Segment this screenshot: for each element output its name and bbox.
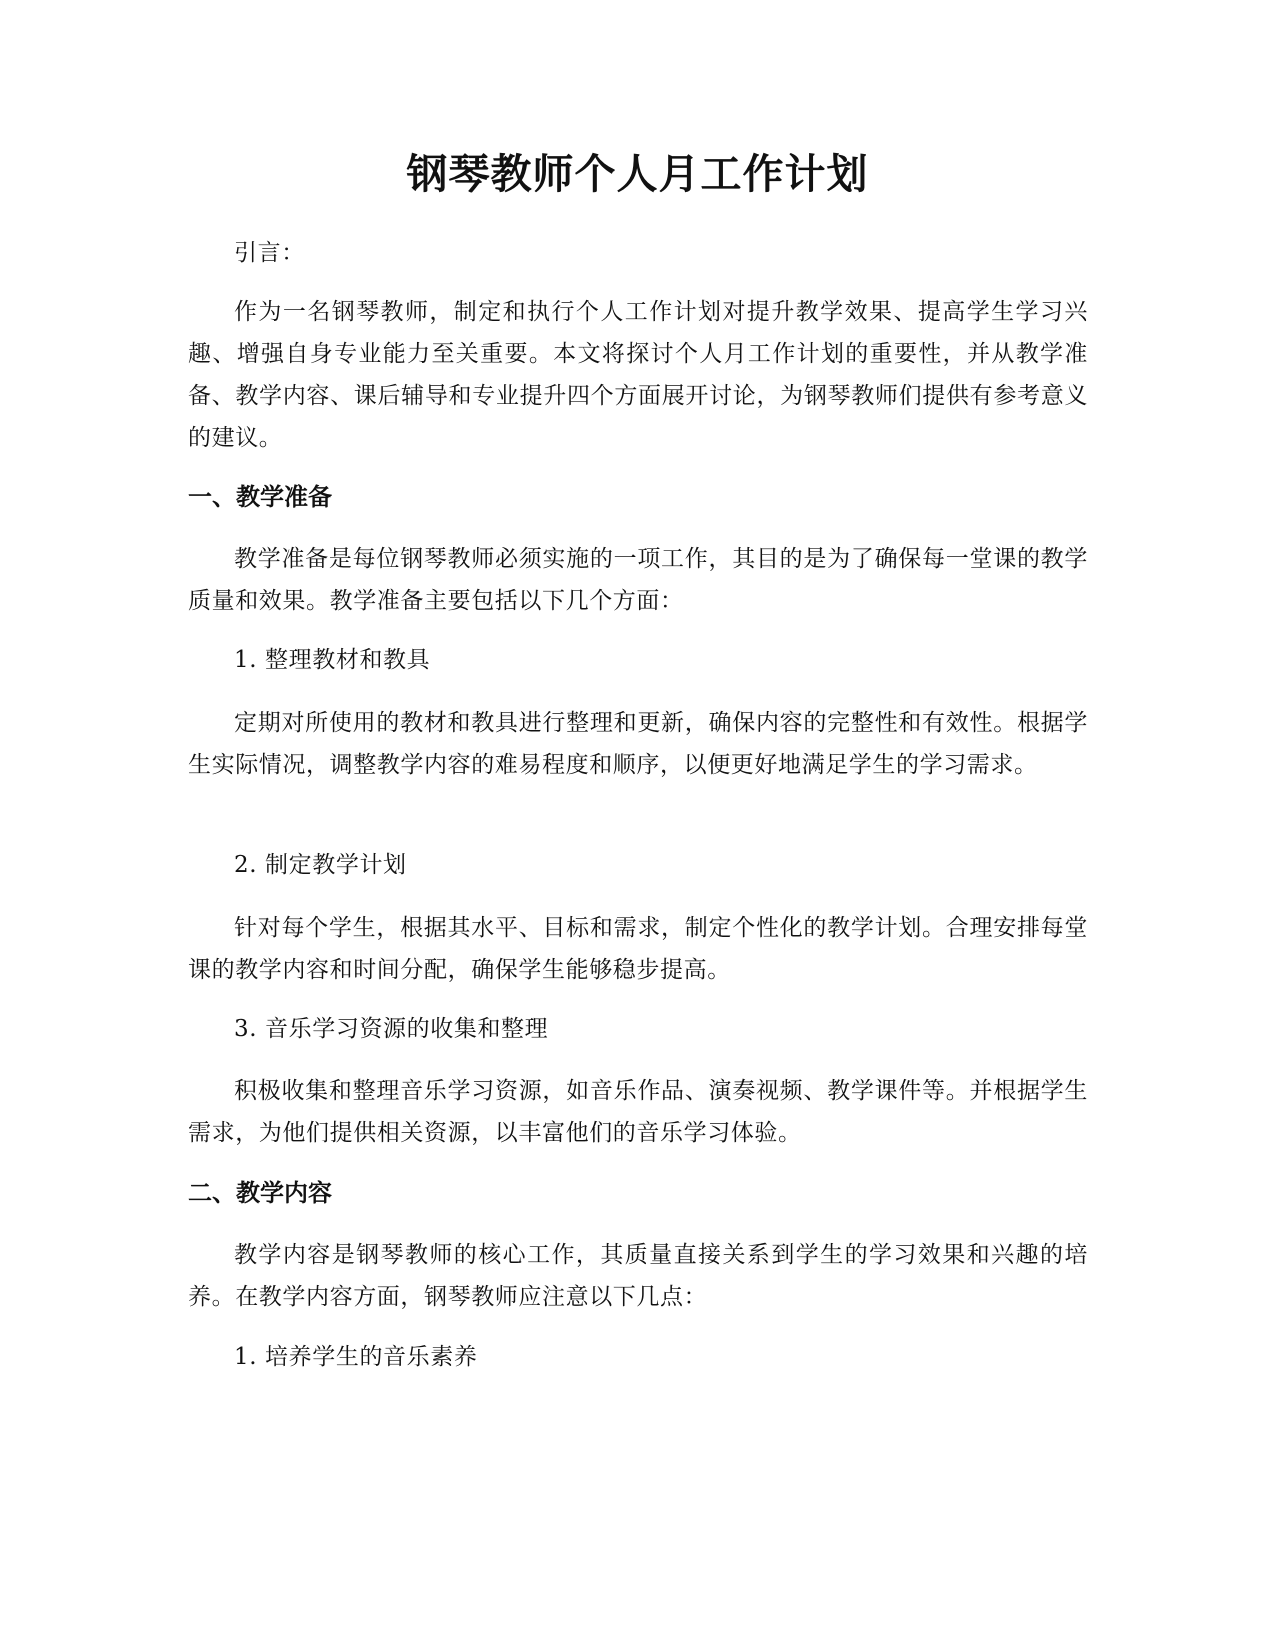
section-heading-teaching-content: 二、教学内容 [188,1179,332,1207]
section-2-paragraph: 教学内容是钢琴教师的核心工作，其质量直接关系到学生的学习效果和兴趣的培养。在教学内容方面，钢琴教师应注意以下几点： [188,1242,1088,1310]
section-1-item-3-text: 积极收集和整理音乐学习资源，如音乐作品、演奏视频、教学课件等。并根据学生需求，为他们提供相关资源，以丰富他们的音乐学习体验。 [188,1078,1088,1146]
document-title: 钢琴教师个人月工作计划 [406,150,869,198]
section-1-paragraph: 教学准备是每位钢琴教师必须实施的一项工作，其目的是为了确保每一堂课的教学质量和效果。教学准备主要包括以下几个方面： [188,546,1088,614]
section-2-item-1-label: 1. 培养学生的音乐素养 [234,1344,478,1370]
section-1-item-1-label: 1. 整理教材和教具 [234,647,431,673]
intro-label: 引言： [234,240,305,266]
section-1-item-2-text: 针对每个学生，根据其水平、目标和需求，制定个性化的教学计划。合理安排每堂课的教学内容和时间分配，确保学生能够稳步提高。 [188,915,1088,983]
section-1-item-3-label: 3. 音乐学习资源的收集和整理 [234,1016,549,1042]
section-1-item-2-label: 2. 制定教学计划 [234,852,407,878]
section-1-item-1-text: 定期对所使用的教材和教具进行整理和更新，确保内容的完整性和有效性。根据学生实际情况，调整教学内容的难易程度和顺序，以便更好地满足学生的学习需求。 [188,710,1088,778]
section-heading-teaching-preparation: 一、教学准备 [188,483,332,511]
intro-paragraph: 作为一名钢琴教师，制定和执行个人工作计划对提升教学效果、提高学生学习兴趣、增强自身专业能力至关重要。本文将探讨个人月工作计划的重要性，并从教学准备、教学内容、课后辅导和专业提升四个方面展开讨论，为钢琴教师们提供有参考意义的建议。 [188,299,1088,451]
